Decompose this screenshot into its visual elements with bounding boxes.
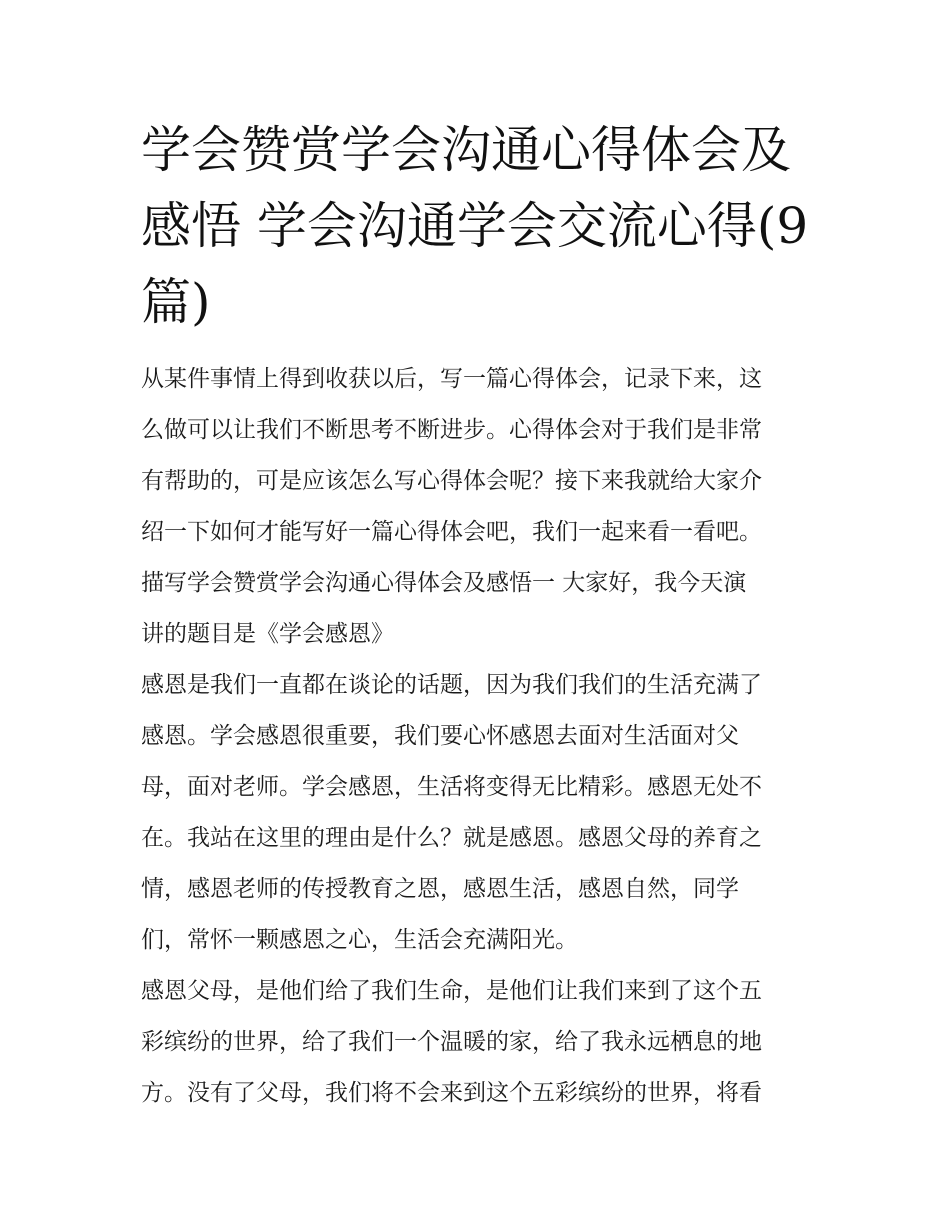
text-line: 从某件事情上得到收获以后，写一篇心得体会，记录下来，这 (141, 366, 762, 392)
text-line: 描写学会赞赏学会沟通心得体会及感悟一 大家好，我今天演 (141, 570, 747, 596)
text-line: 方。没有了父母，我们将不会来到这个五彩缤纷的世界，将看 (141, 1080, 762, 1106)
text-line: 么做可以让我们不断思考不断进步。心得体会对于我们是非常 (141, 417, 762, 443)
text-line: 们，常怀一颗感恩之心，生活会充满阳光。 (141, 927, 578, 953)
text-line: 感恩是我们一直都在谈论的话题，因为我们我们的生活充满了 (141, 672, 762, 698)
text-line: 彩缤纷的世界，给了我们一个温暖的家，给了我永远栖息的地 (141, 1029, 762, 1055)
title-line: 篇) (141, 273, 211, 331)
document-body (141, 354, 813, 1119)
text-line: 母，面对老师。学会感恩，生活将变得无比精彩。感恩无处不 (141, 774, 762, 800)
paragraph-intro (141, 354, 813, 558)
title-line: 学会赞赏学会沟通心得体会及 (141, 121, 791, 179)
text-line: 绍一下如何才能写好一篇心得体会吧，我们一起来看一看吧。 (141, 519, 762, 545)
paragraph-gratitude (141, 660, 813, 966)
text-line: 有帮助的，可是应该怎么写心得体会呢？接下来我就给大家介 (141, 468, 762, 494)
text-line: 感恩。学会感恩很重要，我们要心怀感恩去面对生活面对父 (141, 723, 739, 749)
document-title (141, 112, 813, 340)
text-line: 情，感恩老师的传授教育之恩，感恩生活，感恩自然，同学 (141, 876, 739, 902)
text-line: 讲的题目是《学会感恩》 (141, 621, 394, 647)
title-line: 感悟 学会沟通学会交流心得(9 (141, 197, 809, 255)
text-line: 在。我站在这里的理由是什么？就是感恩。感恩父母的养育之 (141, 825, 762, 851)
paragraph-parents (141, 966, 813, 1119)
text-line: 感恩父母，是他们给了我们生命，是他们让我们来到了这个五 (141, 978, 762, 1004)
document-page (141, 112, 813, 1119)
paragraph-section-heading (141, 558, 813, 660)
